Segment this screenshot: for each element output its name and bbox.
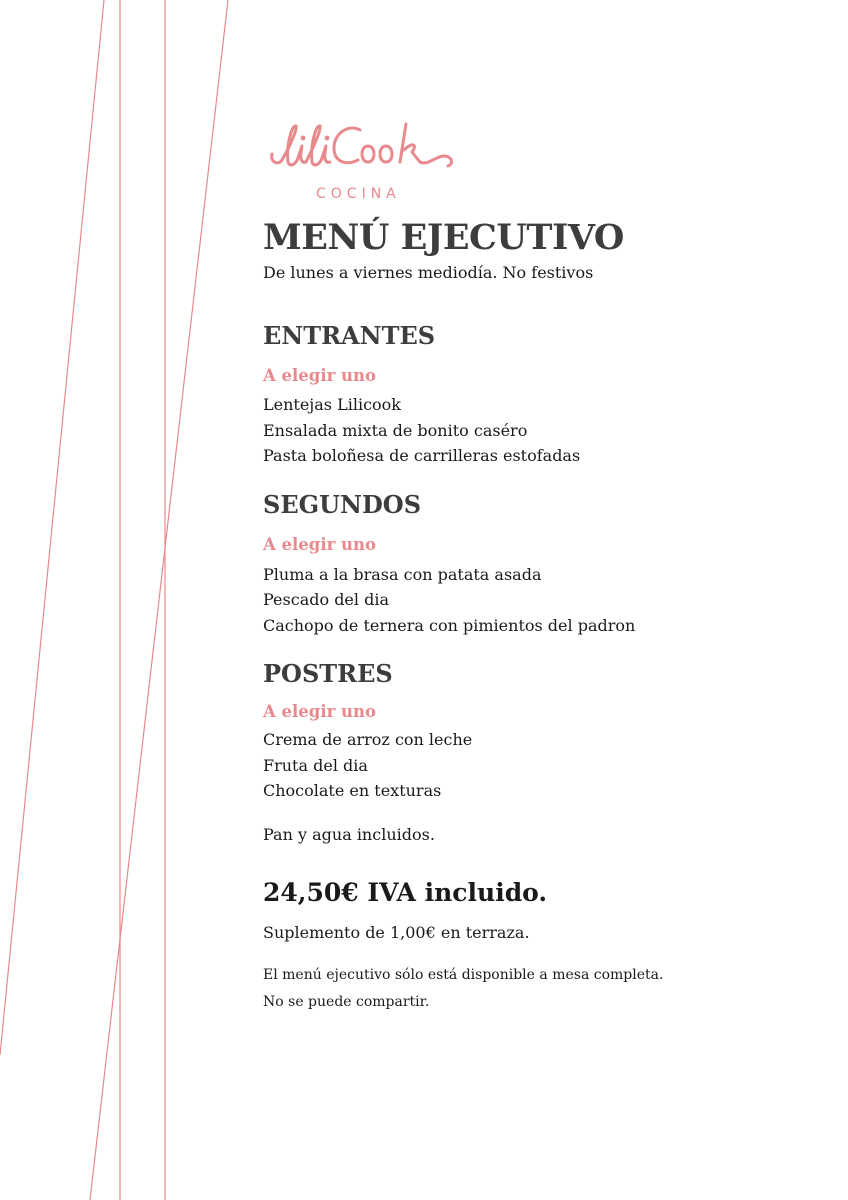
dish-item: Pluma a la brasa con patata asada (263, 564, 542, 584)
dish-item: Cachopo de ternera con pimientos del padron (263, 615, 636, 635)
dot (325, 136, 330, 141)
brand-logo (268, 116, 458, 206)
menu-title: MENÚ EJECUTIVO (263, 217, 624, 258)
dot (301, 136, 306, 141)
section-heading-postres: POSTRES (263, 659, 393, 688)
terrace-supplement: Suplemento de 1,00€ en terraza. (263, 922, 530, 942)
menu-content (263, 214, 823, 1016)
section-heading-entrantes: ENTRANTES (263, 321, 436, 350)
choose-label: A elegir uno (263, 366, 377, 385)
included-note: Pan y agua incluidos. (263, 824, 435, 844)
logo-script-image (268, 116, 458, 178)
dish-item: Fruta del dia (263, 755, 368, 775)
dish-item: Ensalada mixta de bonito caséro (263, 420, 528, 440)
condition-text: El menú ejecutivo sólo está disponible a mesa completa. (263, 966, 664, 983)
section-heading-segundos: SEGUNDOS (263, 489, 422, 519)
menu-price: 24,50€ IVA incluido. (263, 877, 548, 907)
dish-item: Pasta boloñesa de carrilleras estofadas (263, 446, 581, 465)
choose-label: A elegir uno (263, 702, 377, 721)
deco-line (90, 0, 228, 1200)
condition-text: No se puede compartir. (263, 993, 430, 1010)
dish-item: Crema de arroz con leche (263, 730, 473, 749)
deco-line (0, 0, 104, 1055)
dish-item: Pescado del dia (263, 590, 389, 609)
dish-item: Chocolate en texturas (263, 781, 442, 800)
choose-label: A elegir uno (263, 534, 377, 554)
dish-item: Lentejas Lilicook (263, 395, 401, 414)
logo-subtitle: COCINA (316, 186, 401, 202)
menu-subtitle: De lunes a viernes mediodía. No festivos (263, 263, 594, 282)
